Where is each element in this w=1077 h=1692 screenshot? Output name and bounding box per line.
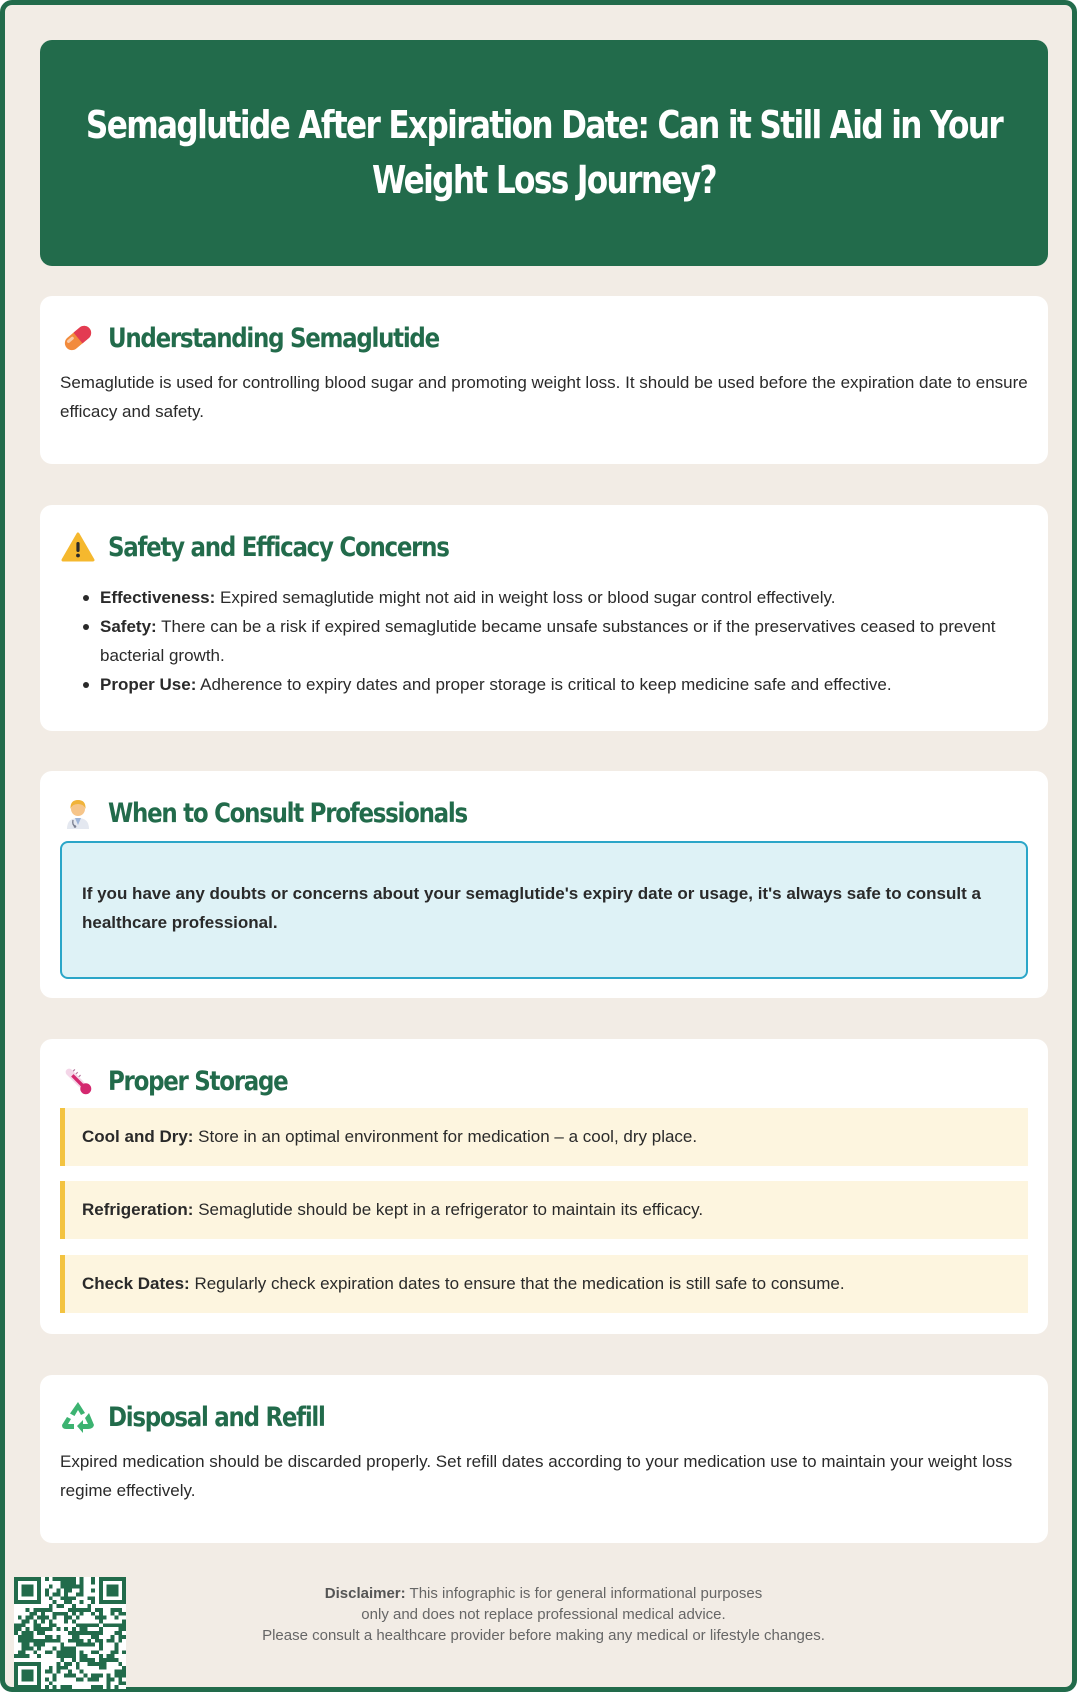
title-banner: [40, 40, 1048, 266]
item-term: Refrigeration:: [82, 1200, 194, 1219]
disclaimer-line: [5, 1583, 1077, 1604]
consult-callout: If you have any doubts or concerns about your semaglutide's expiry date or usage, it's always safe to consult a healthcare professional.: [60, 841, 1028, 979]
disclaimer-line: only and does not replace professional medical advice.: [361, 1606, 726, 1623]
section-heading: Proper Storage: [108, 1065, 288, 1097]
item-term: Safety:: [100, 617, 157, 636]
item-term: Cool and Dry:: [82, 1127, 194, 1146]
storage-item: [60, 1108, 1028, 1166]
card-consult: [40, 771, 1048, 998]
item-text: Semaglutide should be kept in a refrigerator to maintain its efficacy.: [193, 1200, 704, 1219]
card-header: [60, 1397, 363, 1437]
list-item: [60, 583, 1028, 612]
item-term: Proper Use:: [100, 675, 197, 694]
pill-icon: [60, 320, 96, 356]
thermometer-icon: [60, 1063, 96, 1099]
item-text: There can be a risk if expired semaglutide became unsafe substances or if the preservatives ceased to prevent bacterial growth.: [100, 617, 996, 665]
item-text: Adherence to expiry dates and proper storage is critical to keep medicine safe and effective.: [196, 675, 892, 694]
storage-item: [60, 1181, 1028, 1239]
disclaimer-line: Please consult a healthcare provider before making any medical or lifestyle changes.: [262, 1627, 825, 1644]
card-safety: [40, 505, 1048, 731]
card-understanding: [40, 296, 1048, 464]
recycle-icon: [60, 1399, 96, 1435]
section-text: Semaglutide is used for controlling blood sugar and promoting weight loss. It should be used before the expiration date to ensure efficacy and safety.: [60, 373, 1028, 421]
storage-item: [60, 1255, 1028, 1313]
page-title: Semaglutide After Expiration Date: Can it Still Aid in Your Weight Loss Journey?: [85, 103, 1003, 202]
section-text: Expired medication should be discarded properly. Set refill dates according to your medication use to maintain your weight loss regime effectively.: [60, 1452, 1013, 1500]
section-heading: Understanding Semaglutide: [108, 322, 439, 354]
section-heading: Safety and Efficacy Concerns: [108, 531, 449, 563]
item-term: Effectiveness:: [100, 588, 216, 607]
concerns-list: [60, 583, 1028, 699]
item-term: Check Dates:: [82, 1274, 190, 1293]
card-storage: [40, 1039, 1048, 1334]
health-worker-icon: [60, 795, 96, 831]
disclaimer-label: Disclaimer:: [324, 1585, 406, 1602]
disclaimer: [5, 1583, 1077, 1646]
list-item: [60, 612, 1028, 670]
card-header: [60, 1061, 319, 1101]
section-heading: When to Consult Professionals: [108, 797, 467, 829]
item-text: Regularly check expiration dates to ensure that the medication is still safe to consume.: [189, 1274, 845, 1293]
card-header: [60, 318, 497, 358]
section-heading: Disposal and Refill: [108, 1401, 325, 1433]
item-text: Expired semaglutide might not aid in weight loss or blood sugar control effectively.: [215, 588, 836, 607]
list-item: [60, 670, 1028, 699]
card-disposal: [40, 1375, 1048, 1543]
warning-icon: [60, 529, 96, 565]
card-header: [60, 793, 530, 833]
card-header: [60, 527, 509, 567]
disclaimer-text: This infographic is for general informational purposes: [405, 1585, 763, 1602]
item-text: Store in an optimal environment for medication – a cool, dry place.: [193, 1127, 698, 1146]
